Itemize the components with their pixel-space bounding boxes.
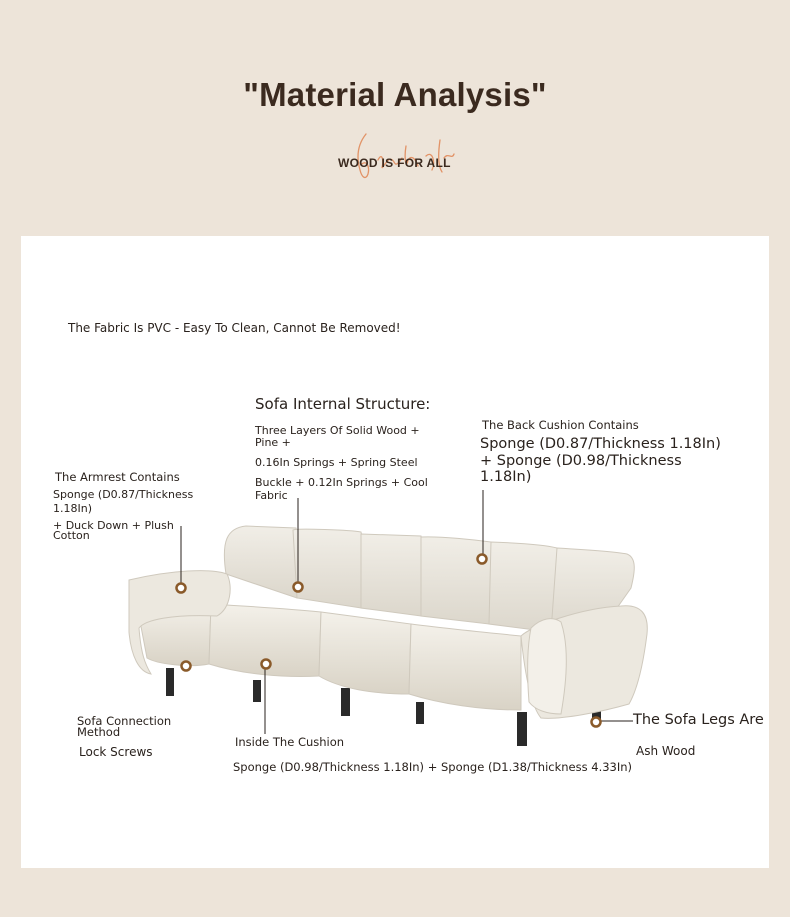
marker-cushion (262, 660, 271, 669)
armrest-line: Sponge (D0.87/Thickness (53, 488, 194, 501)
product-card (21, 236, 769, 868)
brand-wordmark: WOOD IS FOR ALL (338, 156, 451, 170)
internal-structure-line: Three Layers Of Solid Wood + (255, 424, 420, 437)
brand-logo (336, 130, 476, 186)
connection-value: Lock Screws (79, 745, 153, 759)
marker-connection (182, 662, 191, 671)
internal-structure-line: 0.16In Springs + Spring Steel (255, 456, 418, 469)
connection-title: Sofa Connection (77, 714, 172, 728)
marker-back (478, 555, 487, 564)
connection-title: Method (77, 725, 121, 739)
armrest-line: + Duck Down + Plush (53, 519, 174, 532)
internal-structure-line: Fabric (255, 489, 288, 502)
back-cushion-title: The Back Cushion Contains (482, 418, 639, 432)
internal-structure-line: Buckle + 0.12In Springs + Cool (255, 476, 428, 489)
back-cushion-line: Sponge (D0.87/Thickness 1.18In) (480, 436, 721, 452)
back-cushion-line: 1.18In) (480, 469, 532, 485)
back-cushion-line: + Sponge (D0.98/Thickness (480, 453, 682, 469)
page-title: "Material Analysis" (243, 76, 547, 113)
cushion-value: Sponge (D0.98/Thickness 1.18In) + Sponge (D1.38/Thickness 4.33In) (233, 760, 633, 774)
marker-legs (592, 718, 601, 727)
internal-structure-title: Sofa Internal Structure: (255, 395, 431, 413)
fabric-note: The Fabric Is PVC - Easy To Clean, Cannot Be Removed! (68, 321, 401, 335)
marker-armrest (177, 584, 186, 593)
armrest-title: The Armrest Contains (55, 470, 180, 484)
armrest-line: 1.18In) (53, 502, 92, 515)
armrest-line: Cotton (53, 529, 90, 542)
legs-title: The Sofa Legs Are (633, 712, 764, 728)
internal-structure-line: Pine + (255, 436, 291, 449)
cushion-title: Inside The Cushion (235, 735, 345, 749)
marker-internal (294, 583, 303, 592)
legs-value: Ash Wood (636, 744, 696, 758)
